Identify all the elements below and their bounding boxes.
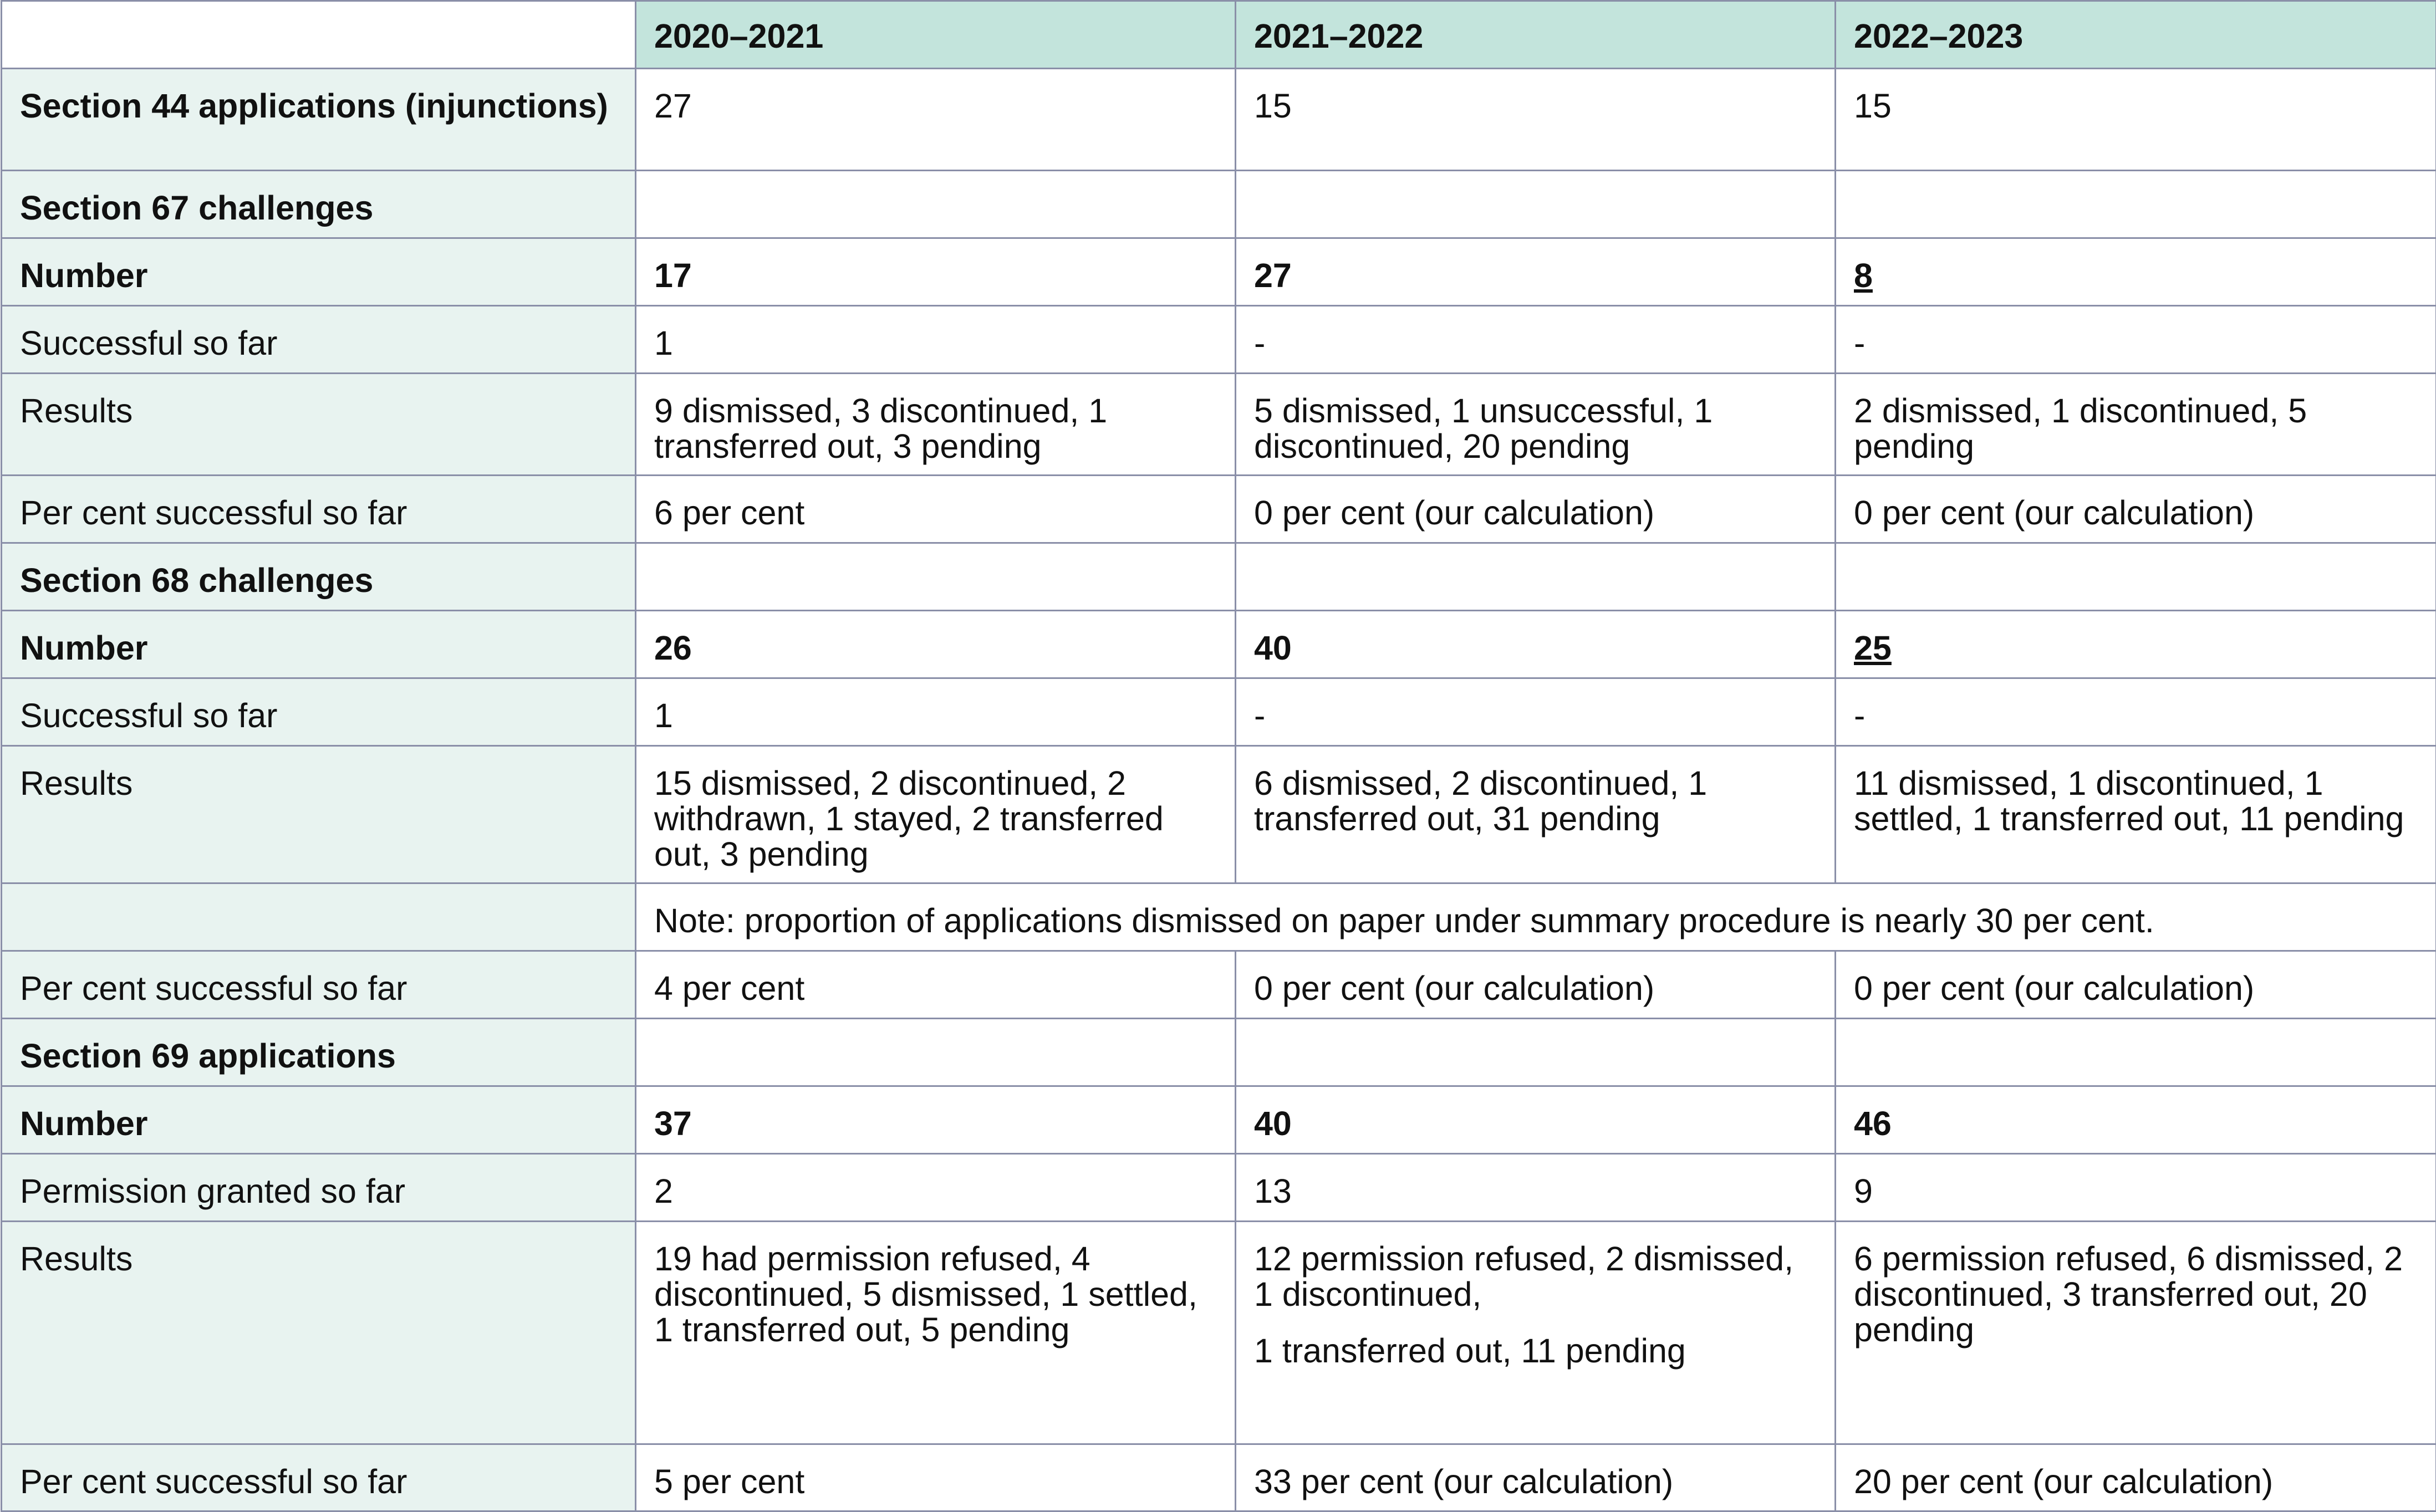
cell-s69-results-2020: 19 had permission refused, 4 discontinued, 5 dismissed, 1 settled, 1 transferred out, 5 pending — [636, 1222, 1236, 1444]
cell-s68-number-2021: 40 — [1236, 611, 1836, 678]
cell-s69-number-2021: 40 — [1236, 1086, 1836, 1154]
cell-s69-number-2022: 46 — [1836, 1086, 2436, 1154]
table-row — [2, 238, 2436, 306]
row-label-number: Number — [2, 611, 636, 678]
row-label-results: Results — [2, 746, 636, 883]
cell-s68-successful-2021: - — [1236, 678, 1836, 746]
cell-s68-percent-2022: 0 per cent (our calculation) — [1836, 951, 2436, 1019]
table-row — [2, 476, 2436, 543]
empty-cell — [1836, 1019, 2436, 1086]
empty-cell — [636, 543, 1236, 611]
cell-s68-number-2022: 25 — [1836, 611, 2436, 678]
empty-cell — [1236, 171, 1836, 238]
table-row — [2, 883, 2436, 951]
row-label-number: Number — [2, 238, 636, 306]
cell-s69-percent-2021: 33 per cent (our calculation) — [1236, 1444, 1836, 1511]
table-row — [2, 1222, 2436, 1444]
cell-s67-percent-2022: 0 per cent (our calculation) — [1836, 476, 2436, 543]
cell-s68-results-2022: 11 dismissed, 1 discontinued, 1 settled, 1 transferred out, 11 pending — [1836, 746, 2436, 883]
empty-cell — [1836, 171, 2436, 238]
table-row — [2, 1086, 2436, 1154]
cell-s68-results-2021: 6 dismissed, 2 discontinued, 1 transferred out, 31 pending — [1236, 746, 1836, 883]
cell-s69-number-2020: 37 — [636, 1086, 1236, 1154]
cell-s67-number-2022: 8 — [1836, 238, 2436, 306]
cell-s67-percent-2020: 6 per cent — [636, 476, 1236, 543]
cell-s67-successful-2022: - — [1836, 306, 2436, 374]
arbitration-challenges-table — [1, 0, 2436, 1512]
table-row — [2, 1154, 2436, 1222]
table-row — [2, 678, 2436, 746]
row-label-percent-successful: Per cent successful so far — [2, 1444, 636, 1511]
empty-cell — [636, 1019, 1236, 1086]
row-label-results: Results — [2, 374, 636, 476]
cell-s44-2021: 15 — [1236, 69, 1836, 171]
row-label-successful: Successful so far — [2, 306, 636, 374]
empty-cell — [636, 171, 1236, 238]
paragraph-gap — [1254, 1312, 1817, 1333]
year-header-2022-2023: 2022–2023 — [1836, 1, 2436, 69]
row-label-percent-successful: Per cent successful so far — [2, 476, 636, 543]
cell-s44-2020: 27 — [636, 69, 1236, 171]
table-row — [2, 746, 2436, 883]
cell-s67-successful-2020: 1 — [636, 306, 1236, 374]
note-s68: Note: proportion of applications dismissed on paper under summary procedure is nearly 30 per cent. — [636, 883, 2436, 951]
year-header-2020-2021: 2020–2021 — [636, 1, 1236, 69]
table-row — [2, 1019, 2436, 1086]
row-label-percent-successful: Per cent successful so far — [2, 951, 636, 1019]
table-row — [2, 374, 2436, 476]
year-header-2021-2022: 2021–2022 — [1236, 1, 1836, 69]
cell-s67-number-2021: 27 — [1236, 238, 1836, 306]
table-row — [2, 69, 2436, 171]
row-label-permission-granted: Permission granted so far — [2, 1154, 636, 1222]
cell-s68-successful-2022: - — [1836, 678, 2436, 746]
cell-s68-number-2020: 26 — [636, 611, 1236, 678]
row-label-results: Results — [2, 1222, 636, 1444]
table-row — [2, 306, 2436, 374]
row-label-number: Number — [2, 1086, 636, 1154]
results-line: 1 transferred out, 11 pending — [1254, 1333, 1817, 1368]
row-label-s44-applications: Section 44 applications (injunctions) — [2, 69, 636, 171]
corner-cell — [2, 1, 636, 69]
header-row — [2, 1, 2436, 69]
cell-s67-successful-2021: - — [1236, 306, 1836, 374]
table-row — [2, 543, 2436, 611]
section-heading-s69: Section 69 applications — [2, 1019, 636, 1086]
cell-s69-percent-2022: 20 per cent (our calculation) — [1836, 1444, 2436, 1511]
cell-s68-percent-2021: 0 per cent (our calculation) — [1236, 951, 1836, 1019]
cell-s69-permission-2020: 2 — [636, 1154, 1236, 1222]
note-label-cell — [2, 883, 636, 951]
empty-cell — [1236, 1019, 1836, 1086]
section-heading-s67: Section 67 challenges — [2, 171, 636, 238]
row-label-successful: Successful so far — [2, 678, 636, 746]
cell-s44-2022: 15 — [1836, 69, 2436, 171]
empty-cell — [1836, 543, 2436, 611]
cell-s67-results-2021: 5 dismissed, 1 unsuccessful, 1 discontinued, 20 pending — [1236, 374, 1836, 476]
cell-s68-percent-2020: 4 per cent — [636, 951, 1236, 1019]
cell-s68-successful-2020: 1 — [636, 678, 1236, 746]
table-row — [2, 171, 2436, 238]
cell-s67-results-2020: 9 dismissed, 3 discontinued, 1 transferred out, 3 pending — [636, 374, 1236, 476]
results-line: 12 permission refused, 2 dismissed, 1 discontinued, — [1254, 1241, 1817, 1312]
cell-s69-permission-2022: 9 — [1836, 1154, 2436, 1222]
cell-s69-percent-2020: 5 per cent — [636, 1444, 1236, 1511]
cell-s67-percent-2021: 0 per cent (our calculation) — [1236, 476, 1836, 543]
empty-cell — [1236, 543, 1836, 611]
cell-s67-number-2020: 17 — [636, 238, 1236, 306]
cell-s69-results-2022: 6 permission refused, 6 dismissed, 2 discontinued, 3 transferred out, 20 pending — [1836, 1222, 2436, 1444]
cell-s69-permission-2021: 13 — [1236, 1154, 1836, 1222]
section-heading-s68: Section 68 challenges — [2, 543, 636, 611]
cell-s67-results-2022: 2 dismissed, 1 discontinued, 5 pending — [1836, 374, 2436, 476]
table-row — [2, 611, 2436, 678]
table-row — [2, 951, 2436, 1019]
cell-s68-results-2020: 15 dismissed, 2 discontinued, 2 withdrawn, 1 stayed, 2 transferred out, 3 pending — [636, 746, 1236, 883]
cell-s69-results-2021 — [1236, 1222, 1836, 1444]
table-row — [2, 1444, 2436, 1511]
